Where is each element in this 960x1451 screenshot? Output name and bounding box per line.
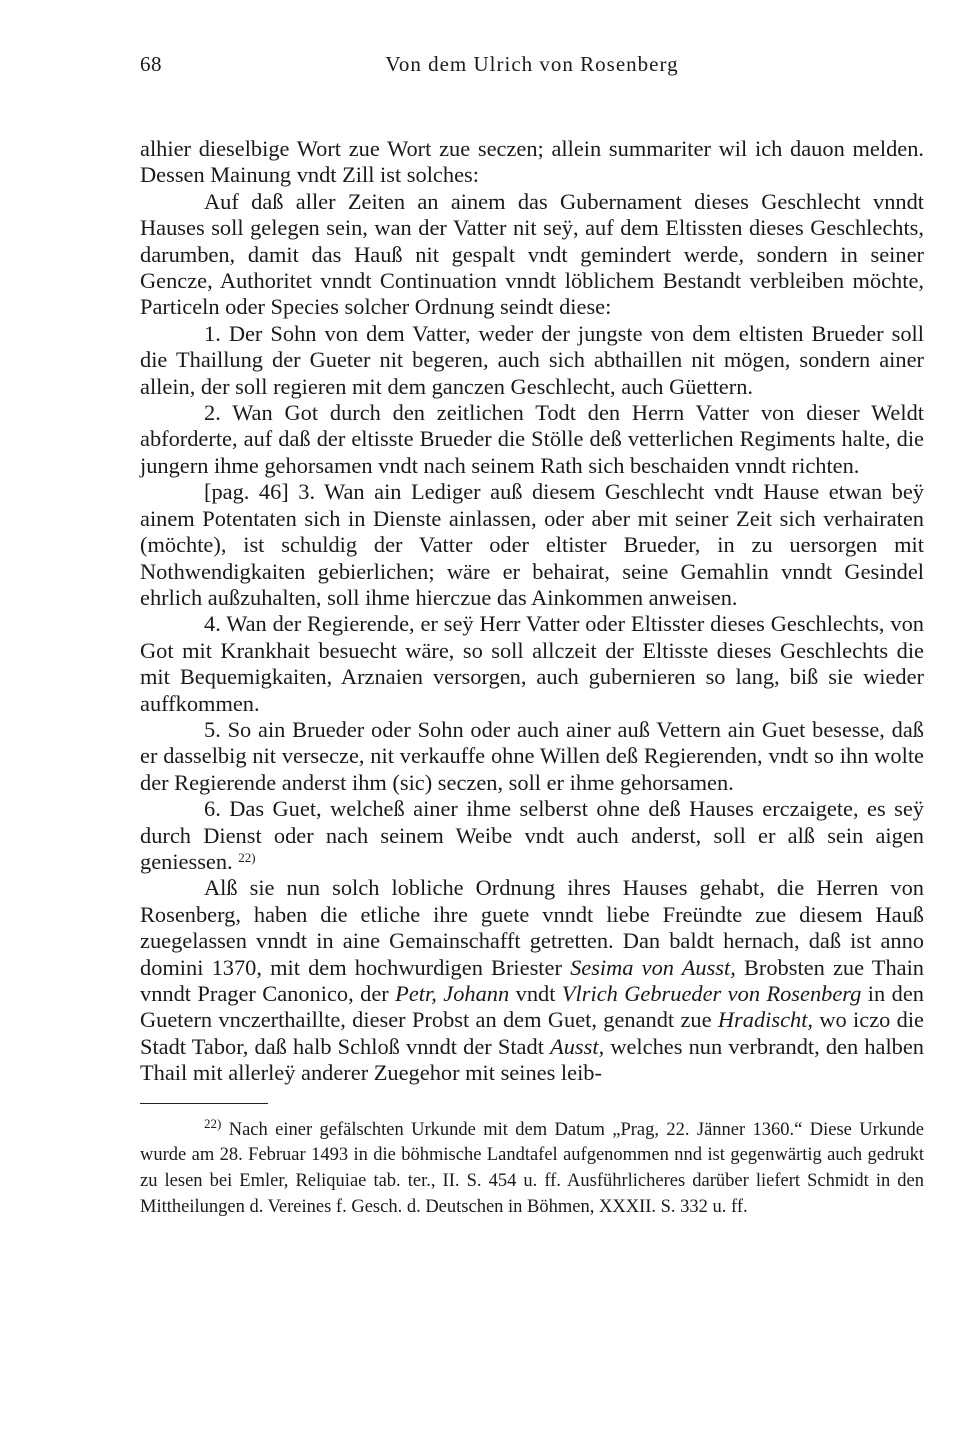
paragraph: [140, 321, 924, 400]
italic-name: Petr, Johann: [395, 981, 510, 1006]
paragraph: [140, 875, 924, 1086]
text-segment: Brobsten zue Thain vnndt Prager Canonico, der: [140, 954, 924, 1006]
text-segment: [pag. 46] 3. Wan ain Lediger auß diesem Geschlecht vndt Hause etwan beÿ ainem Potentaten sich in Dienste ainlassen, oder aber mit seiner Zeit sich verhairaten (möchte), ist schuldig der Vatter oder eltister Brueder, in zu uersorgen mit Nothwendigkaiten gebierlichen; wäre er behairat, seine Gemahlin vnndt Gesindel ehrlich außzuhalten, soll ihme hierczue das Ainkommen anweisen.: [140, 479, 924, 610]
paragraph: [140, 189, 924, 321]
paragraph: [140, 400, 924, 479]
paragraph: [140, 479, 924, 611]
running-title: Von dem Ulrich von Rosenberg: [385, 52, 679, 76]
text-segment: Auf daß aller Zeiten an ainem das Gubernament dieses Geschlecht vnndt Hauses soll gelegen sein, wan der Vatter nit seÿ, auf dem Eltissten dieses Geschlechts, darumben, damit das Hauß nit gespalt vndt gemindert werde, sondern in seiner Gencze, Authoritet vnndt Continuation vnndt löblichem Bestandt verbleiben möchte, Particeln oder Species solcher Ordnung seindt diese:: [140, 188, 924, 320]
text-segment: alhier dieselbige Wort zue Wort zue seczen; allein summariter wil ich dauon melden. Dessen Mainung vndt Zill ist solches:: [140, 136, 924, 188]
paragraph: [140, 796, 924, 875]
text-segment: 4. Wan der Regierende, er seÿ Herr Vatter oder Eltisster dieses Geschlechts, von Got mit Krankhait besuecht wäre, so soll allczeit der Eltisste dieses Geschlechts die mit Bequemigkaiten, Arznaien versorgen, auch gubernieren so lang, biß sie wieder auffkommen.: [140, 611, 924, 716]
footnote-reference: 22): [238, 849, 256, 865]
text-segment: wo iczo die Stadt Tabor, daß halb Schloß vnndt der Stadt: [140, 1007, 924, 1059]
italic-name: Ausst,: [550, 1033, 605, 1059]
page-number: 68: [140, 52, 162, 76]
footnote: [140, 1115, 924, 1221]
text-segment: 5. So ain Brueder oder Sohn oder auch ainer auß Vettern ain Guet besesse, daß er dasselbig nit versecze, nit verkauffe ohne Willen deß Regierenden, vndt so ihn wolte der Regierende anderst ihm (sic) seczen, soll er ihme gehorsamen.: [140, 716, 924, 795]
text-segment: 6. Das Guet, welcheß ainer ihme selberst ohne deß Hauses erczaigete, es seÿ durch Dienst oder nach seinem Weibe vndt auch anderst, soll er alß sein aigen geniessen.: [140, 796, 924, 874]
paragraph: [140, 717, 924, 796]
footnote-text: Nach einer gefälschten Urkunde mit dem Datum „Prag, 22. Jänner 1360.“ Diese Urkunde wurde am 28. Februar 1493 in die böhmische Landtafel aufgenommen nnd ist gegenwärtig auch gedrukt zu lesen bei Emler, Reliquiae tab. ter., II. S. 454 u. ff. Ausführlicheres darüber liefert Schmidt in den Mittheilungen d. Vereines f. Gesch. d. Deutschen in Böhmen, XXXII. S. 332 u. ff.: [140, 1119, 924, 1218]
text-segment: in den Guetern vnczerthaillte, dieser Probst an dem Guet, genandt zue: [140, 981, 924, 1033]
footnote-marker: 22): [204, 1115, 222, 1131]
paragraph: [140, 611, 924, 717]
text-segment: Alß sie nun solch lobliche Ordnung ihres Hauses gehabt, die Herren von Rosenberg, haben die etliche ihre guete vnndt liebe Freündte zue diesem Hauß zuegelassen vnndt in aine Gemainschafft getretten. Dan baldt hernach, daß ist anno domini 1370, mit dem hochwurdigen Briester: [140, 875, 924, 980]
paragraph: [140, 136, 924, 189]
text-segment: 2. Wan Got durch den zeitlichen Todt den Herrn Vatter von dieser Weldt abforderte, auf daß der eltisste Brueder die Stölle deß vetterlichen Regiments halte, die jungern ihme gehorsamen vndt nach seinem Rath sich beschaiden vnndt richten.: [140, 400, 924, 478]
italic-name: Hradischt,: [717, 1007, 814, 1033]
footnote-divider: [140, 1103, 268, 1104]
text-segment: welches nun verbrandt, den halben Thail mit allerleÿ anderer Zuegehor mit seines leib-: [140, 1033, 924, 1086]
text-segment: 1. Der Sohn von dem Vatter, weder der jungste von dem eltisten Brueder soll die Thaillung der Gueter nit begeren, auch sich abthaillen nit mögen, sondern ainer allein, der soll regieren mit dem ganczen Geschlecht, auch Güettern.: [140, 320, 924, 399]
italic-name: Vlrich Gebrueder von Rosenberg: [561, 981, 862, 1006]
page-header: [140, 52, 924, 86]
italic-name: Sesima von Ausst,: [570, 954, 736, 980]
text-segment: vndt: [509, 981, 562, 1006]
body-text: [140, 136, 924, 1087]
